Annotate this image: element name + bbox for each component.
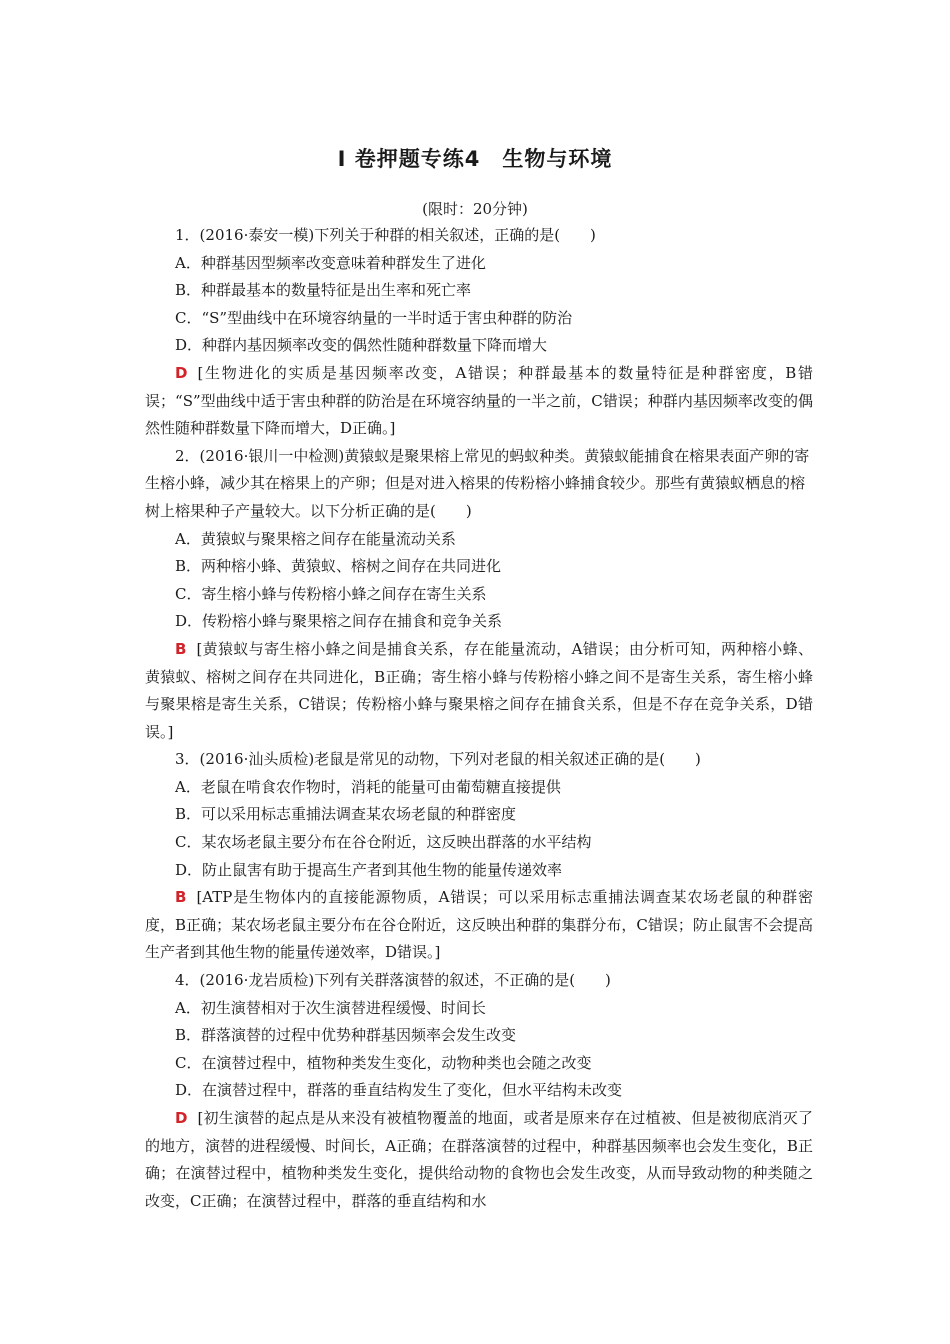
answer-paragraph	[145, 1105, 813, 1215]
option-c: C．“S”型曲线中在环境容纳量的一半时适于害虫种群的防治	[175, 308, 573, 327]
question-stem: 4．(2016·龙岩质检)下列有关群落演替的叙述，不正确的是( )	[175, 971, 611, 990]
question-block	[145, 222, 813, 443]
option-c: C．寄生榕小蜂与传粉榕小蜂之间存在寄生关系	[175, 584, 487, 603]
answer-explanation: [黄猿蚁与寄生榕小蜂之间是捕食关系，存在能量流动，A错误；由分析可知，两种榕小蜂、黄猿蚁、榕树之间存在共同进化，B正确；寄生榕小蜂与传粉榕小蜂之间不是寄生关系，寄生榕小蜂与聚果榕是寄生关系，C错误；传粉榕小蜂与聚果榕之间存在捕食关系，但是不存在竞争关系，D错误。]	[145, 639, 813, 741]
question-block	[145, 443, 813, 747]
option-a: A．老鼠在啃食农作物时，消耗的能量可由葡萄糖直接提供	[175, 777, 561, 796]
question-block	[145, 746, 813, 967]
question-stem: 2．(2016·银川一中检测)黄猿蚁是聚果榕上常见的蚂蚁种类。黄猿蚁能捕食在榕果表面产卵的寄生榕小蜂，减少其在榕果上的产卵；但是对进入榕果的传粉榕小蜂捕食较少。那些有黄猿蚁栖息的榕树上榕果种子产量较大。以下分析正确的是( )	[145, 446, 810, 520]
option-d: D．在演替过程中，群落的垂直结构发生了变化，但水平结构未改变	[175, 1081, 623, 1100]
answer-letter: D	[175, 363, 188, 382]
option-d: D．传粉榕小蜂与聚果榕之间存在捕食和竞争关系	[175, 612, 503, 631]
time-limit: (限时：20分钟)	[422, 200, 528, 218]
page-title: Ⅰ 卷押题专练4 生物与环境	[337, 147, 613, 171]
option-d: D．种群内基因频率改变的偶然性随种群数量下降而增大	[175, 336, 548, 355]
answer-letter: D	[175, 1109, 188, 1127]
option-b: B．两种榕小蜂、黄猿蚁、榕树之间存在共同进化	[175, 557, 502, 576]
question-stem: 1．(2016·泰安一模)下列关于种群的相关叙述，正确的是( )	[175, 226, 596, 244]
answer-paragraph	[145, 884, 813, 967]
answer-paragraph	[145, 636, 813, 746]
option-b: B．可以采用标志重捕法调查某农场老鼠的种群密度	[175, 805, 517, 824]
answer-explanation: [初生演替的起点是从来没有被植物覆盖的地面，或者是原来存在过植被、但是被彻底消灭了的地方，演替的进程缓慢、时间长，A正确；在群落演替的过程中，种群基因频率也会发生变化，B正确；在演替过程中，植物种类发生变化，提供给动物的食物也会发生改变，从而导致动物的种类随之改变，C正确；在演替过程中，群落的垂直结构和水	[145, 1109, 813, 1210]
answer-letter: B	[175, 639, 187, 658]
answer-explanation: [ATP是生物体内的直接能源物质，A错误；可以采用标志重捕法调查某农场老鼠的种群密度，B正确；某农场老鼠主要分布在谷仓附近，这反映出种群的集群分布，C错误；防止鼠害不会提高生产者到其他生物的能量传递效率，D错误。]	[145, 888, 813, 962]
option-a: A．初生演替相对于次生演替进程缓慢、时间长	[175, 998, 486, 1017]
answer-explanation: [生物进化的实质是基因频率改变，A错误；种群最基本的数量特征是种群密度，B错误；“S”型曲线中适于害虫种群的防治是在环境容纳量的一半之前，C错误；种群内基因频率改变的偶然性随种群数量下降而增大，D正确。]	[145, 363, 813, 438]
option-c: C．在演替过程中，植物种类发生变化，动物种类也会随之改变	[175, 1053, 592, 1072]
option-a: A．黄猿蚁与聚果榕之间存在能量流动关系	[175, 529, 456, 548]
option-c: C．某农场老鼠主要分布在谷仓附近，这反映出群落的水平结构	[175, 833, 592, 852]
option-d: D．防止鼠害有助于提高生产者到其他生物的能量传递效率	[175, 860, 563, 879]
option-b: B．群落演替的过程中优势种群基因频率会发生改变	[175, 1026, 517, 1045]
answer-paragraph	[145, 360, 813, 443]
question-block	[145, 967, 813, 1215]
question-stem: 3．(2016·汕头质检)老鼠是常见的动物，下列对老鼠的相关叙述正确的是( )	[175, 750, 701, 769]
option-a: A．种群基因型频率改变意味着种群发生了进化	[175, 253, 486, 272]
question-list	[145, 222, 813, 1215]
answer-letter: B	[175, 888, 187, 907]
option-b: B．种群最基本的数量特征是出生率和死亡率	[175, 281, 472, 300]
